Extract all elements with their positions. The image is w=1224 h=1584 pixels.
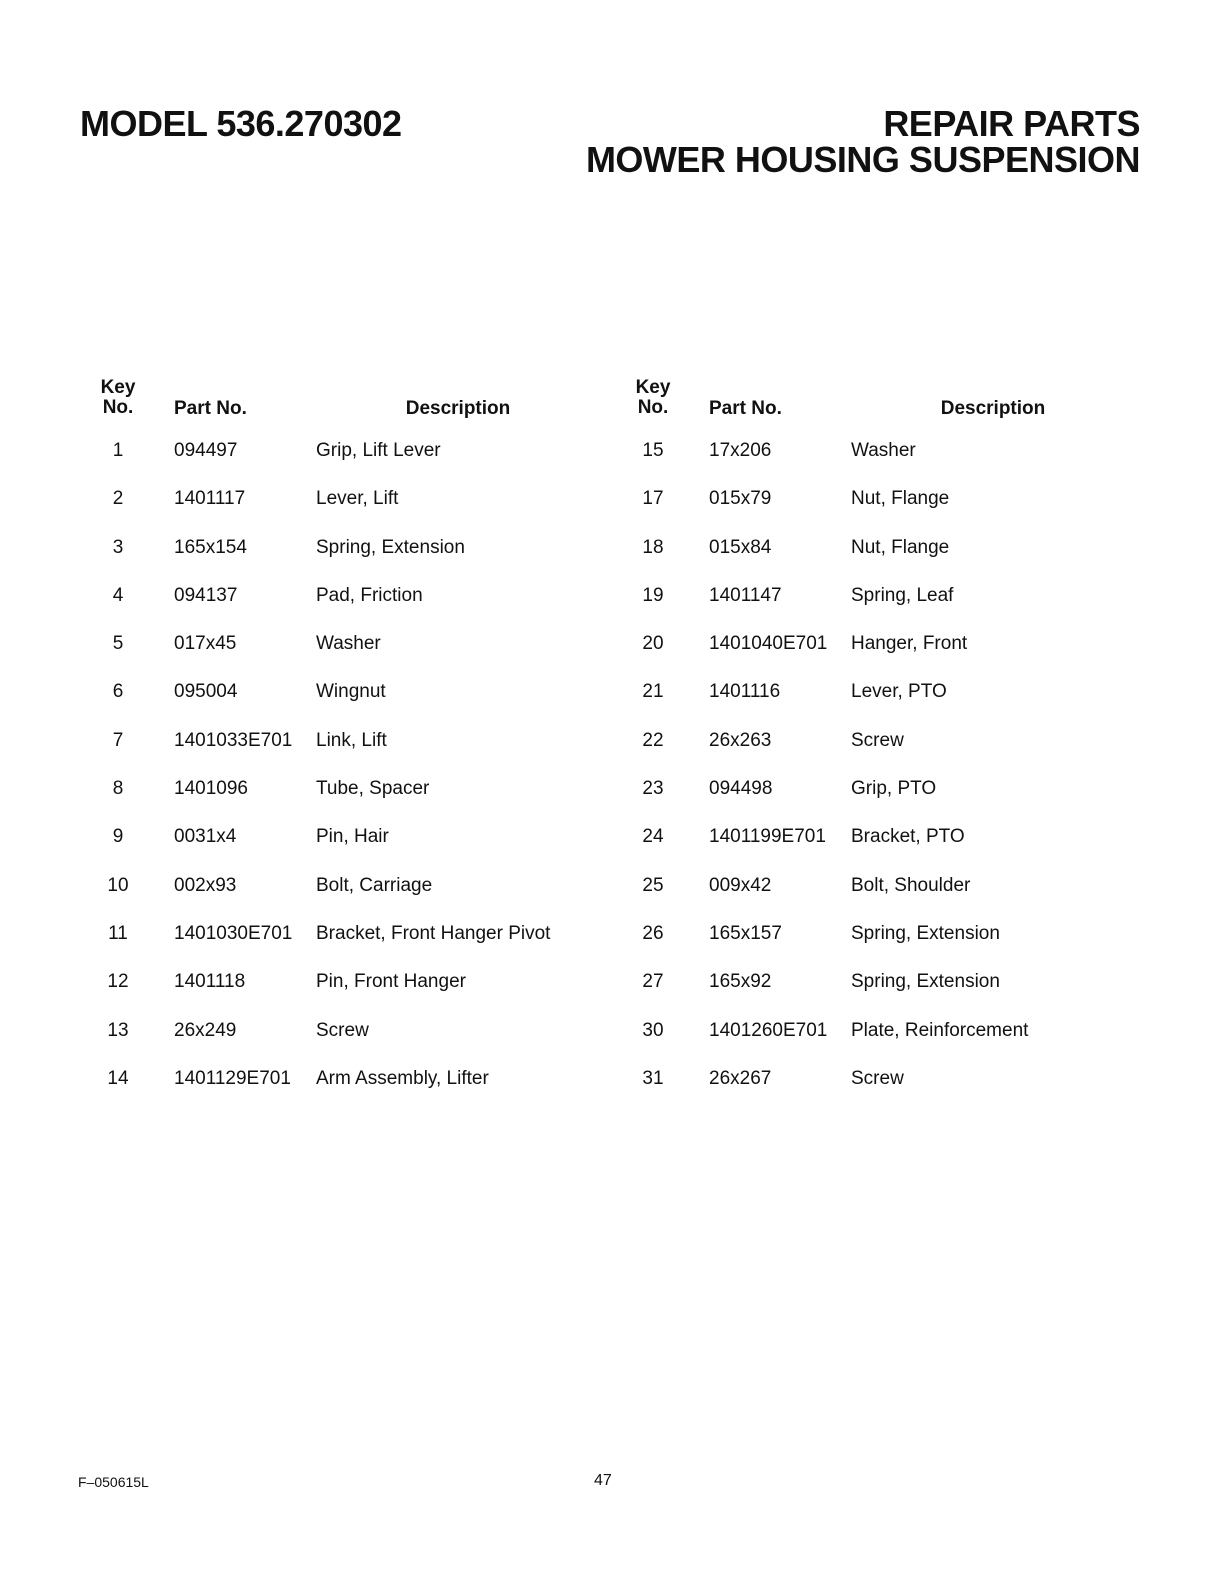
description: Lever, Lift: [316, 488, 399, 510]
description: Screw: [851, 729, 904, 751]
part-no: 017x45: [174, 633, 237, 655]
part-no: 094498: [709, 778, 773, 800]
description: Bolt, Carriage: [316, 874, 433, 896]
part-no: 015x84: [709, 536, 772, 558]
description: Grip, Lift Lever: [316, 440, 441, 461]
part-no-header: Part No.: [174, 398, 247, 419]
key-no: 22: [642, 729, 664, 751]
model-title: MODEL 536.270302: [80, 103, 402, 144]
description: Screw: [316, 1019, 369, 1041]
part-no: 1401117: [174, 488, 246, 510]
key-header-line1: Key: [635, 377, 671, 398]
description-header: Description: [405, 398, 511, 419]
key-no: 14: [107, 1067, 129, 1089]
part-no: 1401260E701: [709, 1019, 828, 1041]
part-no: 095004: [174, 681, 238, 703]
key-no: 11: [108, 922, 128, 944]
key-no-header: [623, 378, 683, 418]
key-no: 25: [642, 874, 664, 896]
description: Link, Lift: [316, 729, 387, 751]
part-no: 26x249: [174, 1019, 237, 1041]
key-no: 23: [642, 778, 664, 800]
part-no: 0031x4: [174, 826, 237, 848]
page-number: 47: [594, 1472, 612, 1489]
key-no: 6: [112, 681, 124, 703]
part-no: 009x42: [709, 874, 772, 896]
description-header: Description: [940, 398, 1046, 419]
part-no: 094497: [174, 440, 238, 461]
section-title-line2: MOWER HOUSING SUSPENSION: [585, 139, 1140, 180]
description: Washer: [316, 633, 381, 655]
key-no: 27: [642, 971, 664, 993]
part-no: 165x154: [174, 536, 247, 558]
key-no: 19: [642, 584, 664, 606]
section-title: [585, 103, 1140, 180]
description: Washer: [851, 440, 916, 461]
section-title-line1: REPAIR PARTS: [883, 103, 1140, 144]
part-no: 002x93: [174, 874, 237, 896]
key-no: 15: [642, 440, 664, 461]
part-no: 1401040E701: [709, 633, 828, 655]
part-no: 1401116: [709, 681, 781, 703]
key-no: 7: [112, 729, 124, 751]
key-no: 18: [642, 536, 664, 558]
key-no: 4: [112, 584, 124, 606]
key-no: 30: [642, 1019, 664, 1041]
key-no: 1: [112, 440, 124, 461]
description: Screw: [851, 1067, 904, 1089]
description: Pad, Friction: [316, 584, 423, 606]
key-no: 8: [112, 778, 124, 800]
description: Grip, PTO: [851, 778, 937, 800]
key-header-line2: No.: [102, 397, 134, 418]
description: Wingnut: [316, 681, 386, 703]
part-no: 26x267: [709, 1067, 772, 1089]
part-no: 17x206: [709, 440, 772, 461]
description: Tube, Spacer: [316, 778, 430, 800]
key-no: 12: [107, 971, 129, 993]
description: Spring, Leaf: [851, 584, 954, 606]
part-no-header: Part No.: [709, 398, 782, 419]
description: Bracket, Front Hanger Pivot: [316, 922, 551, 944]
key-no: 24: [642, 826, 664, 848]
key-no: 26: [642, 922, 664, 944]
description: Hanger, Front: [851, 633, 968, 655]
key-no-header: [88, 378, 148, 418]
description: Nut, Flange: [851, 488, 950, 510]
description: Arm Assembly, Lifter: [316, 1067, 489, 1089]
description: Spring, Extension: [851, 971, 1000, 993]
key-no: 31: [642, 1067, 664, 1089]
description: Spring, Extension: [851, 922, 1000, 944]
key-no: 21: [642, 681, 664, 703]
key-no: 20: [642, 633, 664, 655]
part-no: 1401199E701: [709, 826, 826, 848]
form-code: F–050615L: [78, 1474, 149, 1490]
part-no: 1401033E701: [174, 729, 293, 751]
key-no: 17: [642, 488, 664, 510]
description: Pin, Front Hanger: [316, 971, 466, 993]
description: Bolt, Shoulder: [851, 874, 971, 896]
description: Lever, PTO: [851, 681, 947, 703]
key-no: 10: [107, 874, 129, 896]
part-no: 1401147: [709, 584, 782, 606]
description: Nut, Flange: [851, 536, 950, 558]
description: Spring, Extension: [316, 536, 465, 558]
key-no: 2: [112, 488, 124, 510]
key-header-line2: No.: [637, 397, 669, 418]
part-no: 1401030E701: [174, 922, 293, 944]
key-header-line1: Key: [100, 377, 136, 398]
key-no: 5: [112, 633, 124, 655]
part-no: 165x92: [709, 971, 772, 993]
part-no: 26x263: [709, 729, 772, 751]
part-no: 165x157: [709, 922, 782, 944]
part-no: 015x79: [709, 488, 772, 510]
description: Pin, Hair: [316, 826, 389, 848]
key-no: 13: [107, 1019, 129, 1041]
part-no: 1401096: [174, 778, 248, 800]
description: Bracket, PTO: [851, 826, 965, 848]
part-no: 1401118: [174, 971, 246, 993]
key-no: 3: [112, 536, 124, 558]
part-no: 094137: [174, 584, 238, 606]
description: Plate, Reinforcement: [851, 1019, 1029, 1041]
key-no: 9: [112, 826, 124, 848]
part-no: 1401129E701: [174, 1067, 291, 1089]
